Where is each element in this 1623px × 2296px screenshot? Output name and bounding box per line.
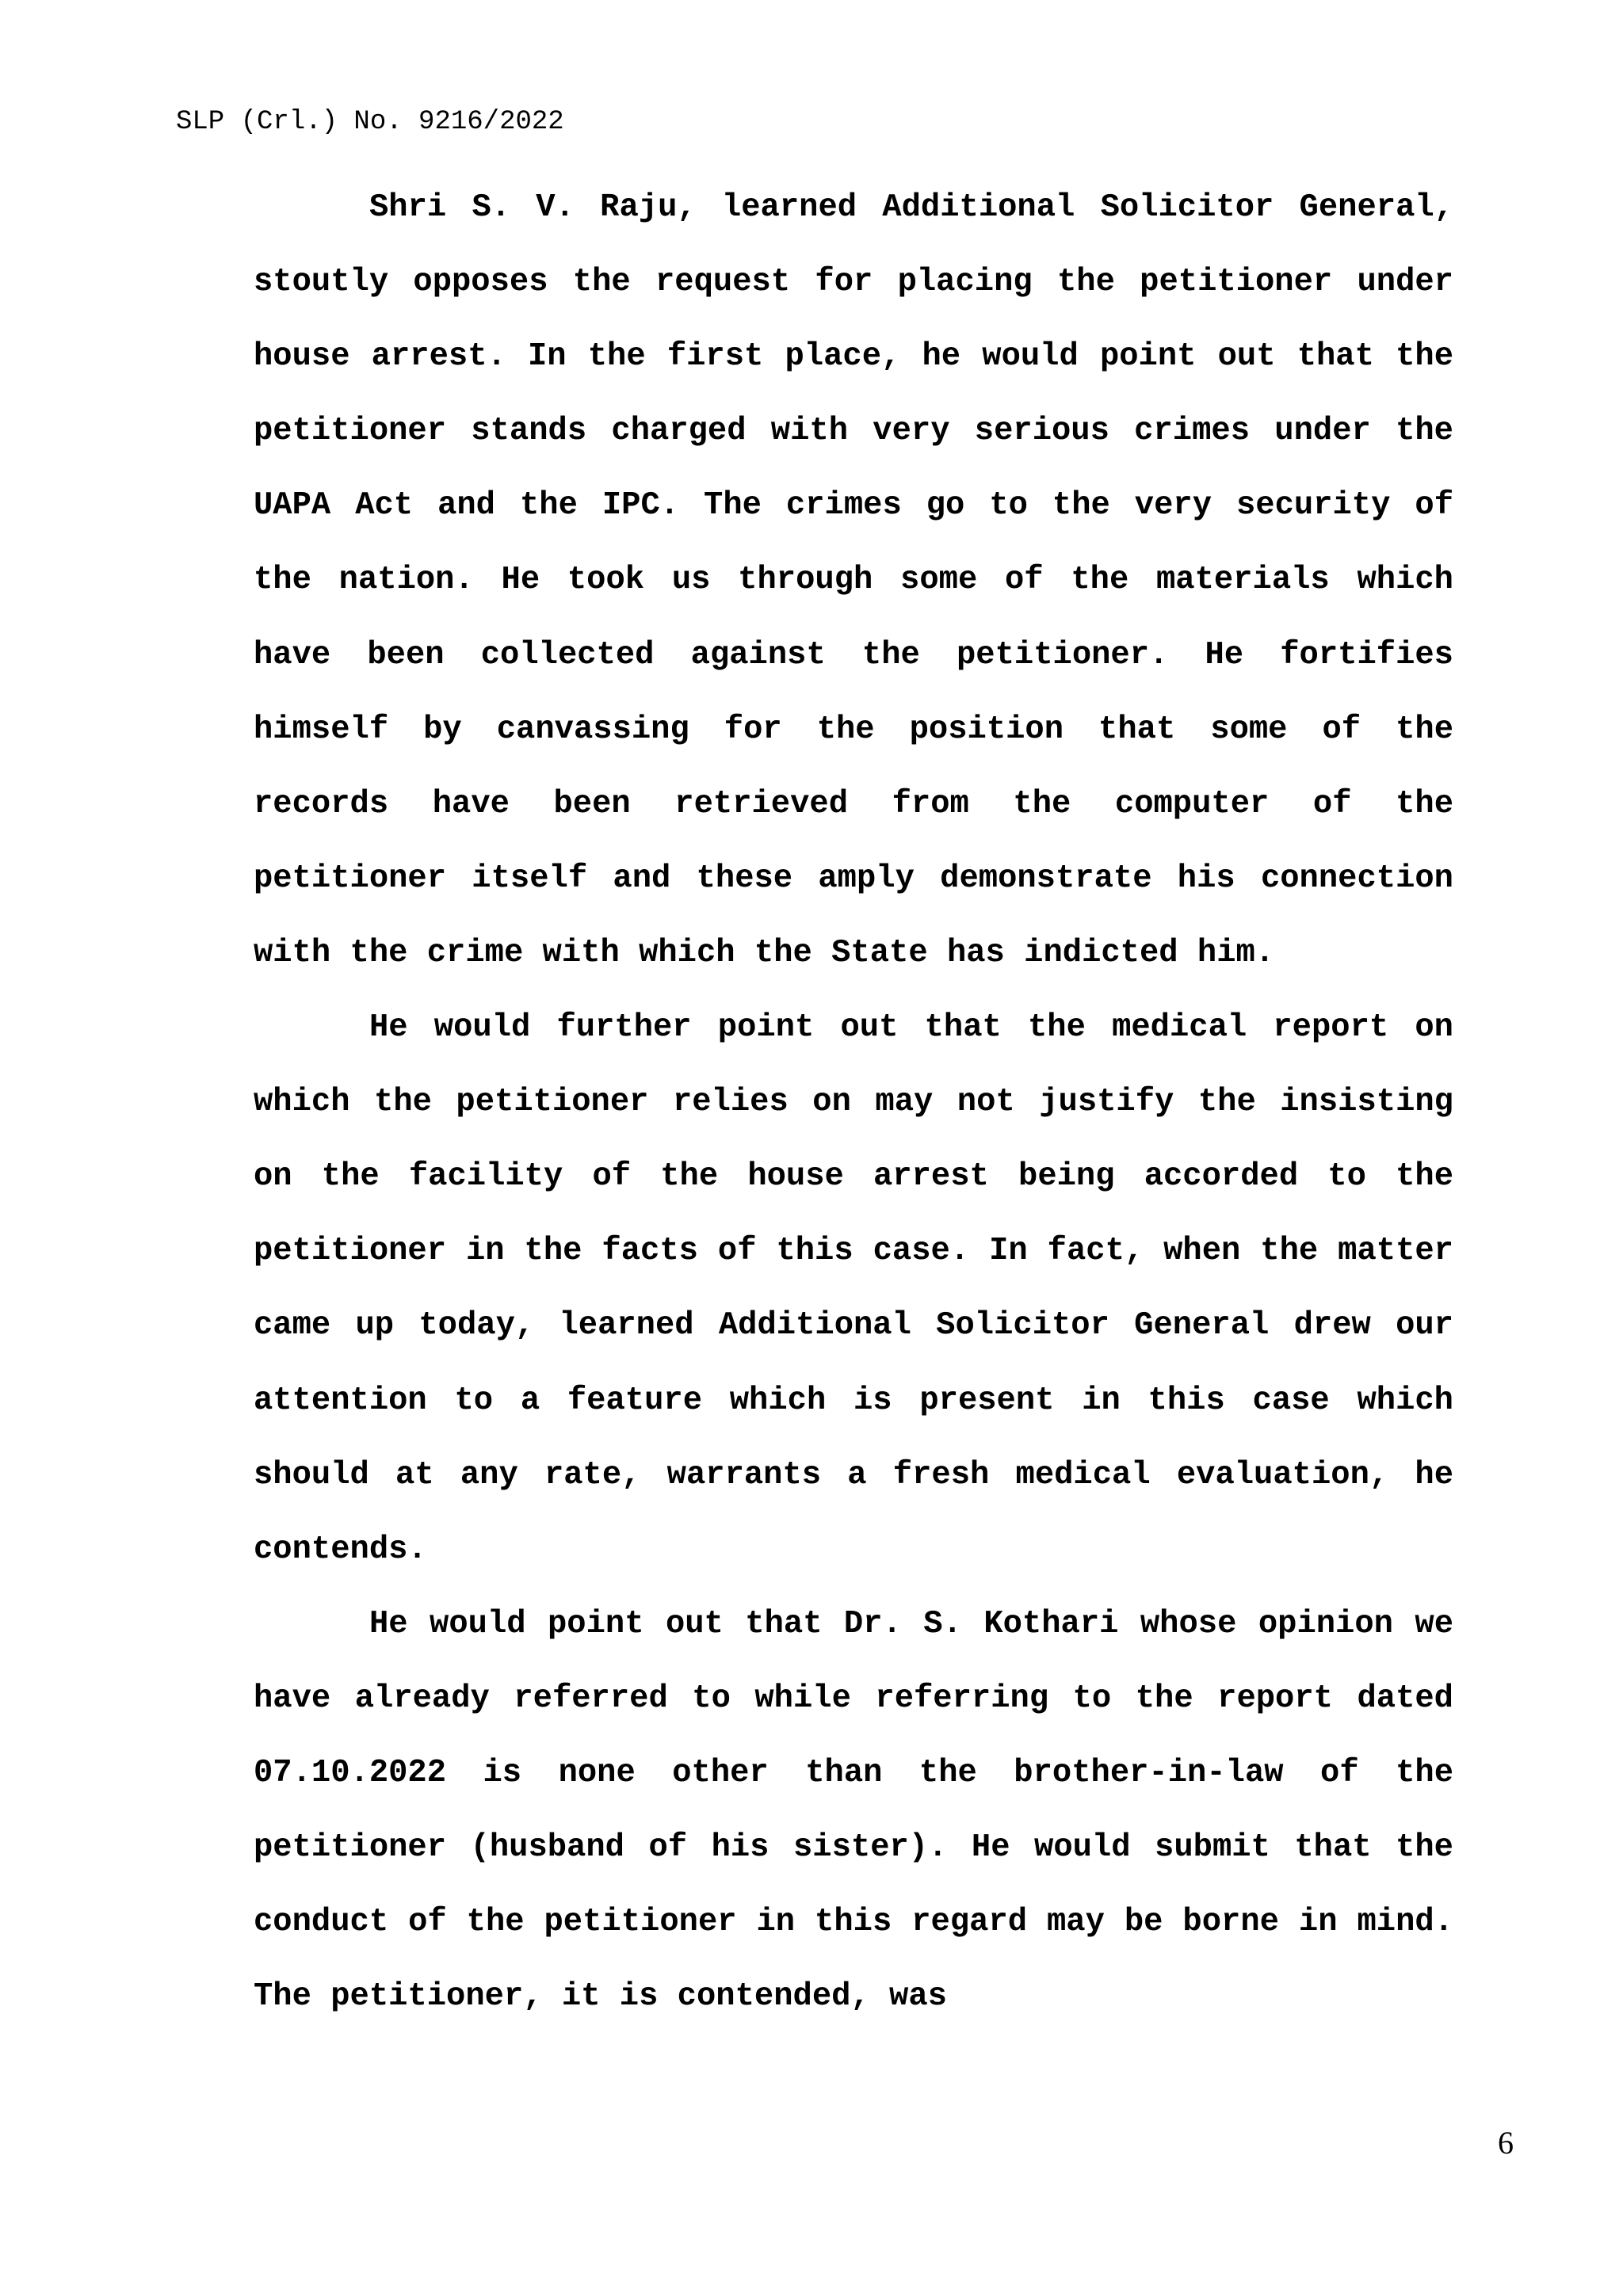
page-number: 6 [1498,2125,1514,2161]
case-number-header: SLP (Crl.) No. 9216/2022 [176,107,564,137]
document-body [254,170,1453,2034]
paragraph-asg-opposition: Shri S. V. Raju, learned Additional Solicitor General, stoutly opposes the request for placing the petitioner under house arrest. In the first place, he would point out that the petitioner stands charged with very serious crimes under the UAPA Act and the IPC. The crimes go to the very security of the nation. He took us through some of the materials which have been collected against the petitioner. He fortifies himself by canvassing for the position that some of the records have been retrieved from the computer of the petitioner itself and these amply demonstrate his connection with the crime with which the State has indicted him. [254,189,1453,971]
paragraph-medical-report: He would further point out that the medical report on which the petitioner relies on may not justify the insisting on the facility of the house arrest being accorded to the petitioner in the facts of this case. In fact, when the matter came up today, learned Additional Solicitor General drew our attention to a feature which is present in this case which should at any rate, warrants a fresh medical evaluation, he contends. [254,1009,1453,1568]
paragraph-kothari-opinion: He would point out that Dr. S. Kothari whose opinion we have already referred to while referring to the report dated 07.10.2022 is none other than the brother-in-law of the petitioner (husband of his sister). He would submit that the conduct of the petitioner in this regard may be borne in mind. The petitioner, it is contended, was [254,1605,1453,2016]
